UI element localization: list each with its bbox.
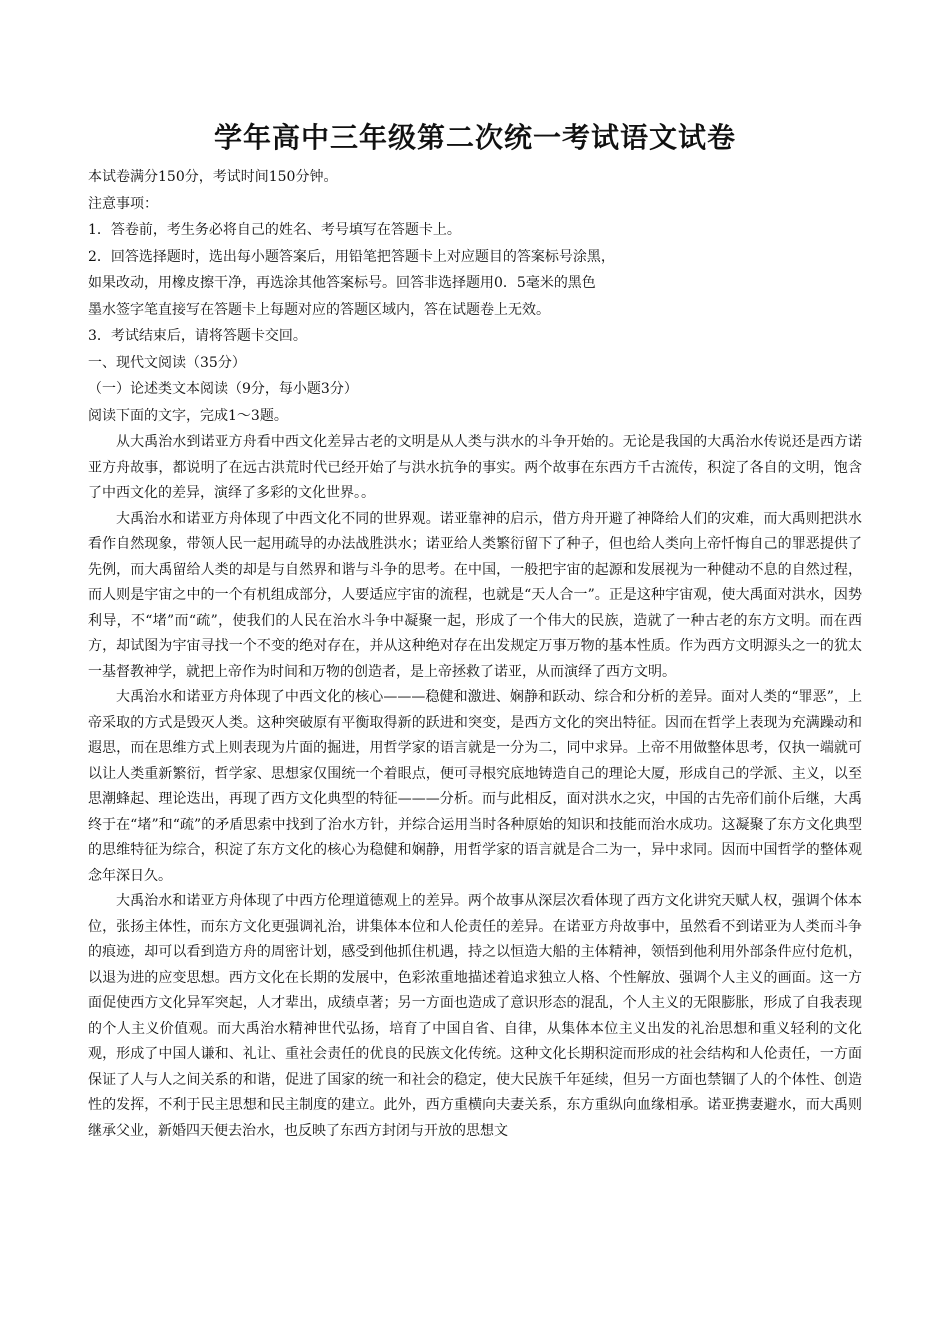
article-paragraph-4: 大禹治水和诺亚方舟体现了中西方伦理道德观上的差异。两个故事从深层次看体现了西方文化讲究天赋人权，强调个体本位，张扬主体性，而东方文化更强调礼治，讲集体本位和人伦责任的差异。在诺亚方舟故事中，虽然看不到诺亚为人类而斗争的痕迹，却可以看到造方舟的周密计划，感受到他抓住机遇，持之以恒造大船的主体精神，领悟到他利用外部条件应付危机，以退为进的应变思想。西方文化在长期的发展中，色彩浓重地描述着追求独立人格、个性解放、强调个人主义的画面。这一方面促使西方文化异军突起，人才辈出，成绩卓著；另一方面也造成了意识形态的混乱，个人主义的无限膨胀，形成了自我表现的个人主义价值观。而大禹治水精神世代弘扬，培育了中国自省、自律，从集体本位主义出发的礼治思想和重义轻利的文化观，形成了中国人谦和、礼让、重社会责任的优良的民族文化传统。这种文化长期积淀而形成的社会结构和人伦责任，一方面保证了人与人之间关系的和谐，促进了国家的统一和社会的稳定，使大民族千年延续，但另一方面也禁锢了人的个体性、创造性的发挥，不利于民主思想和民主制度的建立。此外，西方重横向夫妻关系，东方重纵向血缘相承。诺亚携妻避水，而大禹则继承父业，新婚四天便去治水，也反映了东西方封闭与开放的思想文	[88, 893, 862, 1139]
section-header	[88, 350, 862, 430]
notice-item-2-line-1: 2．回答选择题时，选出每小题答案后，用铅笔把答题卡上对应题目的答案标号涂黑，	[88, 248, 615, 265]
section-subheading: （一）论述类文本阅读（9分，每小题3分）	[88, 381, 358, 397]
exam-title: 学年高中三年级第二次统一考试语文试卷	[213, 121, 736, 154]
article-paragraph-3: 大禹治水和诺亚方舟体现了中西文化的核心———稳健和激进、娴静和跃动、综合和分析的差异。面对人类的“罪恶”，上帝采取的方式是毁灭人类。这种突破原有平衡取得新的跃进和突变，是西方文化的突出特征。因而在哲学上表现为充满躁动和遐思，而在思维方式上则表现为片面的掘进，用哲学家的语言就是一分为二，同中求异。上帝不用做整体思考，仅执一端就可以让人类重新繁衍，哲学家、思想家仅围统一个着眼点，便可寻根究底地铸造自己的理论大厦，形成自己的学派、主义，以至思潮蜂起、理论迭出，再现了西方文化典型的特征———分析。而与此相反，面对洪水之灾，中国的古先帝们前仆后继，大禹终于在“堵”和“疏”的矛盾思索中找到了治水方针，并综合运用当时各种原始的知识和技能而治水成功。这凝聚了东方文化典型的思维特征为综合，积淀了东方文化的核心为稳健和娴静，用哲学家的语言就是合二为一，异中求同。因而中国哲学的整体观念年深日久。	[88, 689, 862, 884]
score-time-line: 本试卷满分150分，考试时间150分钟。	[88, 169, 338, 185]
notice-heading: 注意事项：	[88, 195, 158, 212]
article-body	[88, 430, 862, 1144]
notice-item-2-line-3: 墨水签字笔直接写在答题卡上每题对应的答题区域内，答在试题卷上无效。	[88, 301, 550, 318]
notice-item-2-line-2: 如果改动，用橡皮擦干净，再选涂其他答案标号。回答非选择题用0．5毫米的黑色	[88, 275, 596, 291]
notice-item-3: 3．考试结束后，请将答题卡交回。	[88, 328, 307, 344]
article-paragraph-2: 大禹治水和诺亚方舟体现了中西文化不同的世界观。诺亚靠神的启示，借方舟开避了神降给人们的灾难，而大禹则把洪水看作自然现象，带领人民一起用疏导的办法战胜洪水；诺亚给人类繁衍留下了种子，但也给人类向上帝忏悔自己的罪恶提供了先例，而大禹留给人类的却是与自然界和谐与斗争的思考。在中国，一般把宇宙的起源和发展视为一种健动不息的自然过程，而人则是宇宙之中的一个有机组成部分，人要适应宇宙的流程，也就是“天人合一”。正是这种宇宙观，使大禹面对洪水，因势利导，不“堵”而“疏”，使我们的人民在治水斗争中凝聚一起，形成了一个伟大的民族，造就了一种古老的东方文明。而在西方，却试图为宇宙寻找一个不变的绝对存在，并从这种绝对存在出发规定万事万物的基本性质。作为西方文明源头之一的犹太一基督教神学，就把上帝作为时间和万物的创造者，是上帝拯救了诺亚，从而演绎了西方文明。	[88, 510, 862, 680]
instructions-block	[88, 164, 862, 350]
article-paragraph-1: 从大禹治水到诺亚方舟看中西文化差异古老的文明是从人类与洪水的斗争开始的。无论是我国的大禹治水传说还是西方诺亚方舟故事，都说明了在远古洪荒时代已经开始了与洪水抗争的事实。两个故事在东西方千古流传，积淀了各自的文明，饱含了中西文化的差异，演绎了多彩的文化世界。。	[88, 434, 862, 501]
notice-item-1: 1．答卷前，考生务必将自己的姓名、考号填写在答题卡上。	[88, 222, 461, 238]
section-heading: 一、现代文阅读（35分）	[88, 354, 246, 371]
reading-prompt: 阅读下面的文字，完成1～3题。	[88, 407, 288, 424]
